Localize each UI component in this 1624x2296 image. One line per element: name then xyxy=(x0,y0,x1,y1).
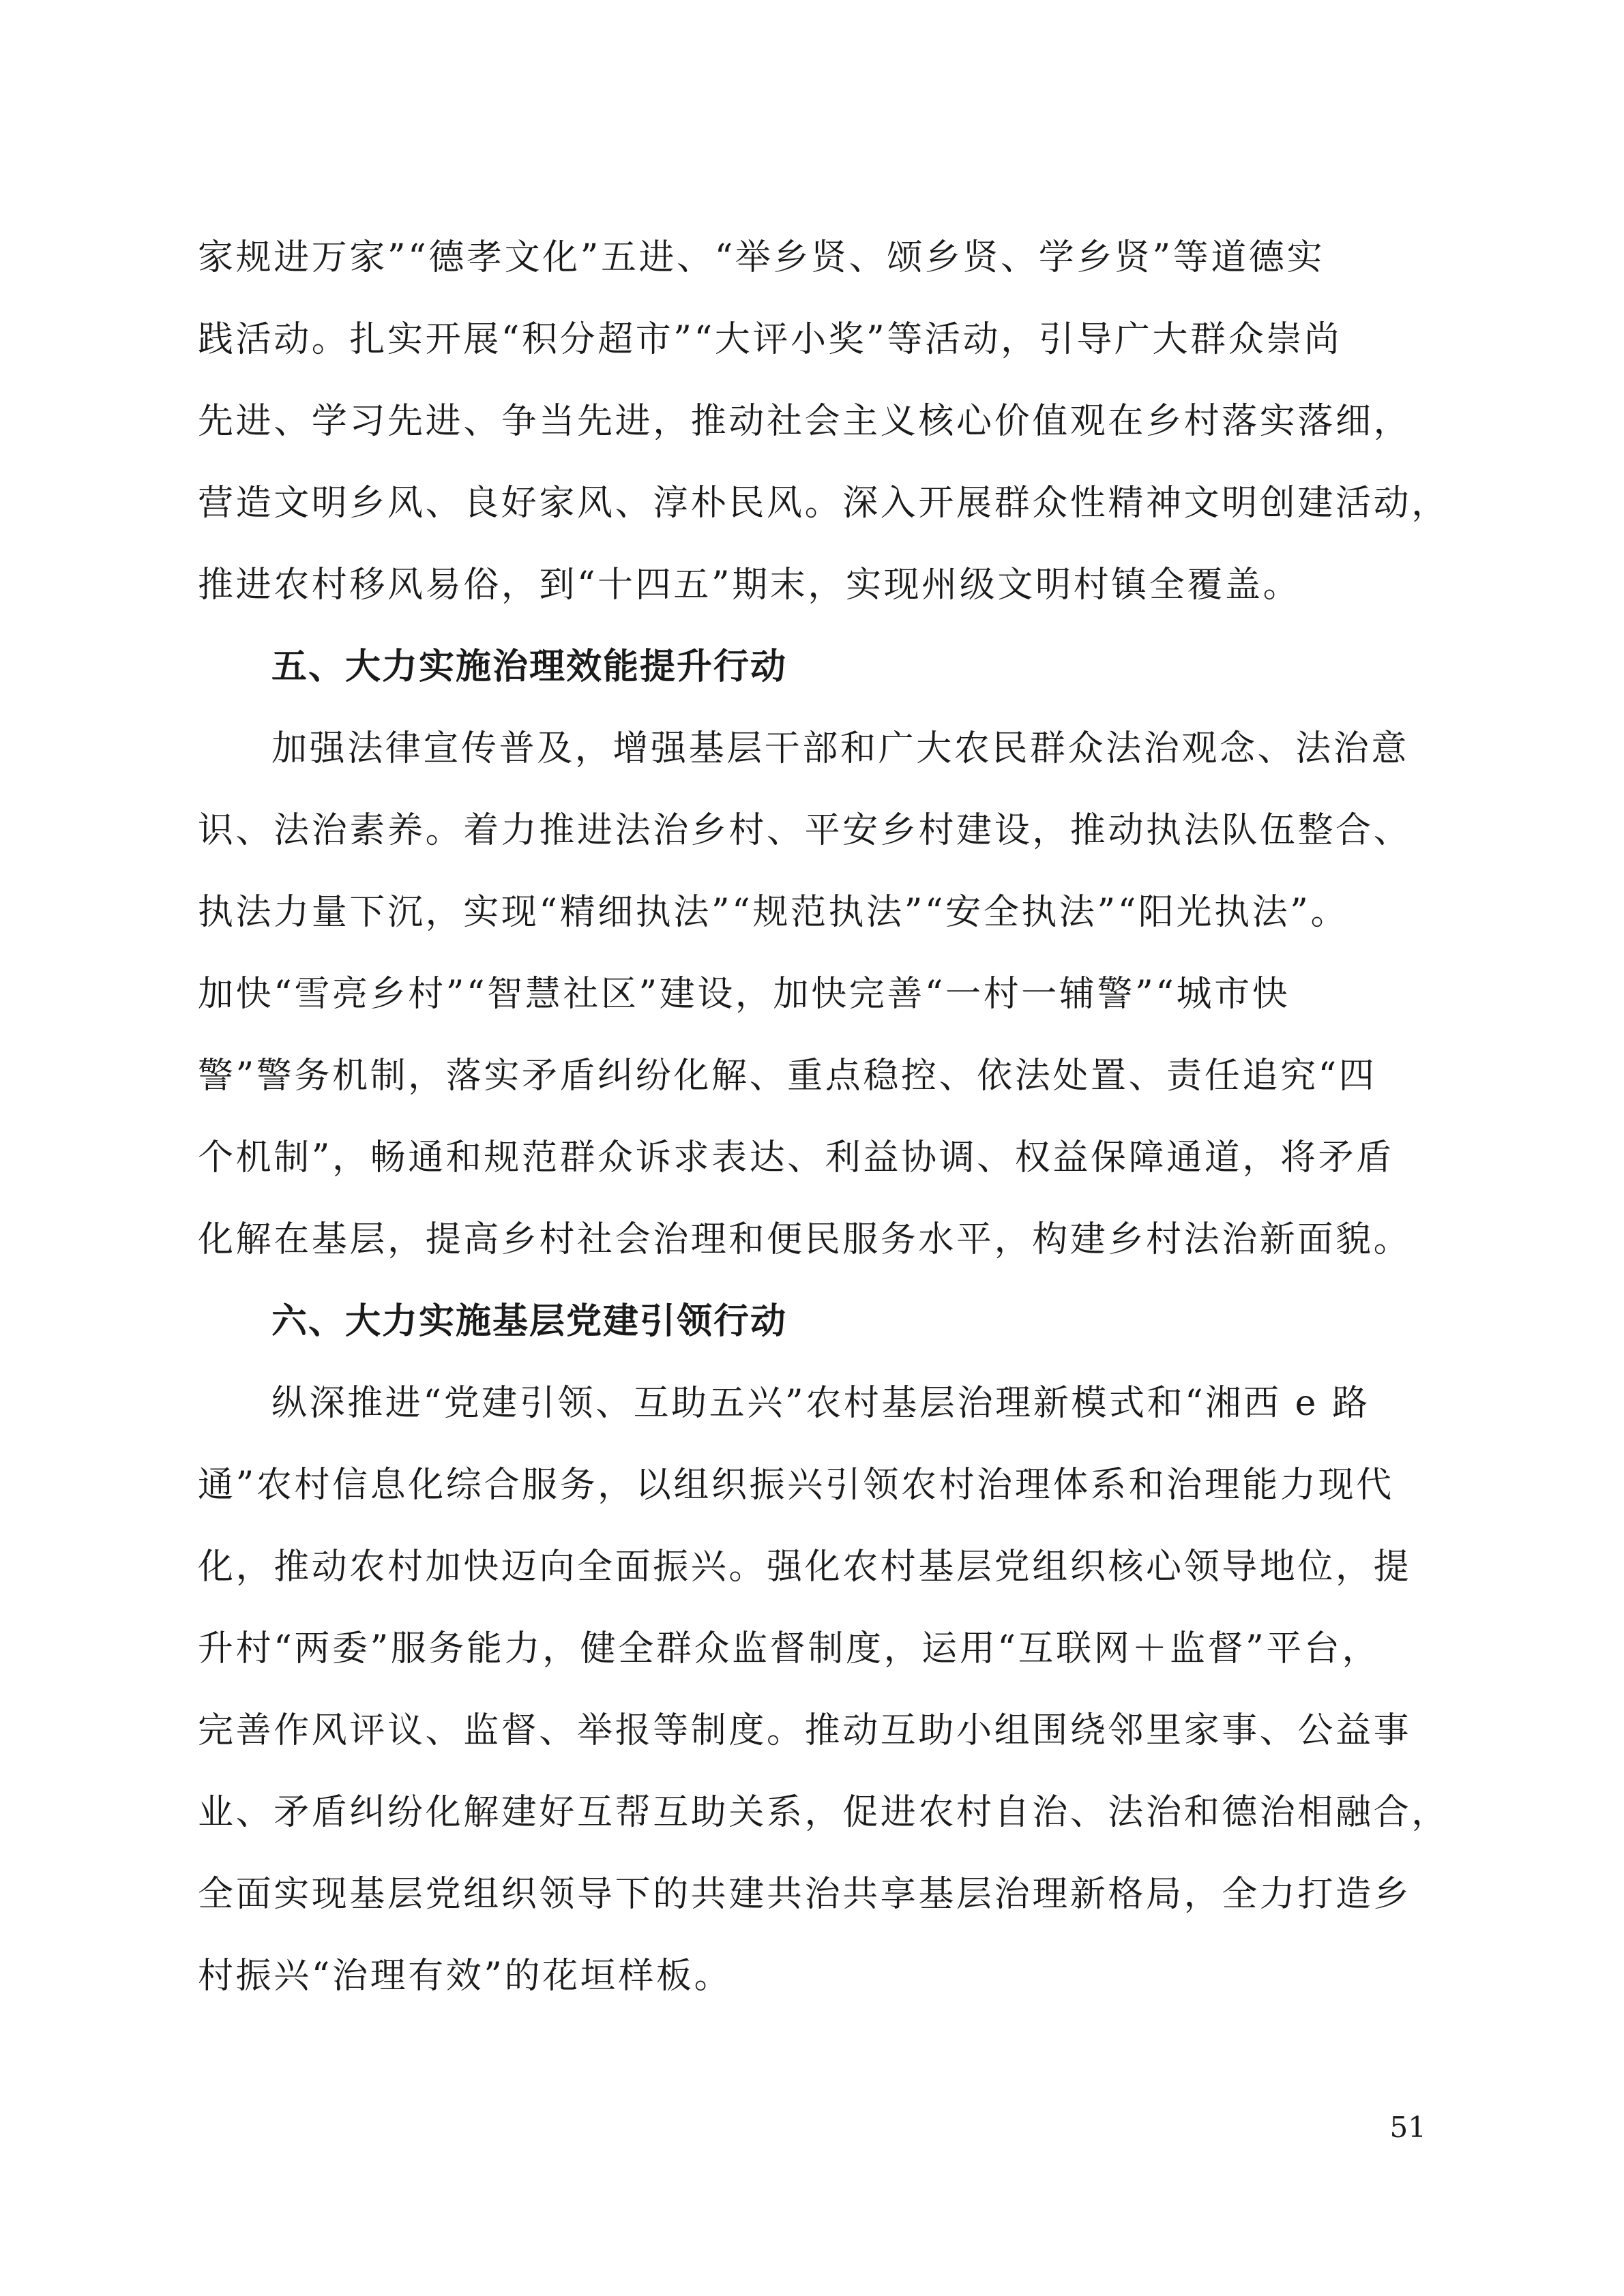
paragraph-line: 警”警务机制，落实矛盾纠纷化解、重点稳控、依法处置、责任追究“四 xyxy=(198,1056,1377,1097)
section-heading: 六、大力实施基层党建引领行动 xyxy=(271,1301,788,1342)
paragraph-line: 个机制”，畅通和规范群众诉求表达、利益协调、权益保障通道，将矛盾 xyxy=(198,1137,1394,1178)
paragraph-line: 推进农村移风易俗，到“十四五”期末，实现州级文明村镇全覆盖。 xyxy=(198,565,1301,606)
paragraph-line: 村振兴“治理有效”的花垣样板。 xyxy=(198,1956,733,1997)
paragraph-line: 化解在基层，提高乡村社会治理和便民服务水平，构建乡村法治新面貌。 xyxy=(198,1219,1412,1260)
document-body xyxy=(198,217,1449,2017)
paragraph-line: 业、矛盾纠纷化解建好互帮互助关系，促进农村自治、法治和德治相融合， xyxy=(198,1792,1449,1833)
section-heading: 五、大力实施治理效能提升行动 xyxy=(271,646,788,687)
paragraph-line: 加快“雪亮乡村”“智慧社区”建设，加快完善“一村一辅警”“城市快 xyxy=(198,974,1290,1015)
paragraph-line: 全面实现基层党组织领导下的共建共治共享基层治理新格局，全力打造乡 xyxy=(198,1874,1412,1915)
paragraph-line: 家规进万家”“德孝文化”五进、“举乡贤、颂乡贤、学乡贤”等道德实 xyxy=(198,237,1325,278)
paragraph-line: 先进、学习先进、争当先进，推动社会主义核心价值观在乡村落实落细， xyxy=(198,401,1412,442)
paragraph-line: 化，推动农村加快迈向全面振兴。强化农村基层党组织核心领导地位，提 xyxy=(198,1547,1412,1587)
paragraph-line: 完善作风评议、监督、举报等制度。推动互助小组围绕邻里家事、公益事 xyxy=(198,1710,1412,1751)
paragraph-line: 践活动。扎实开展“积分超市”“大评小奖”等活动，引导广大群众崇尚 xyxy=(198,319,1342,360)
paragraph-line: 加强法律宣传普及，增强基层干部和广大农民群众法治观念、法治意 xyxy=(271,728,1410,769)
page-number: 51 xyxy=(1389,2111,1426,2144)
paragraph-line: 通”农村信息化综合服务，以组织振兴引领农村治理体系和治理能力现代 xyxy=(198,1465,1394,1506)
paragraph-line: 营造文明乡风、良好家风、淳朴民风。深入开展群众性精神文明创建活动， xyxy=(198,483,1449,524)
paragraph-line: 升村“两委”服务能力，健全群众监督制度，运用“互联网＋监督”平台， xyxy=(198,1628,1381,1669)
paragraph-line: 识、法治素养。着力推进法治乡村、平安乡村建设，推动执法队伍整合、 xyxy=(198,810,1412,851)
paragraph-line: 纵深推进“党建引领、互助五兴”农村基层治理新模式和“湘西 e 路 xyxy=(271,1383,1370,1424)
paragraph-line: 执法力量下沉，实现“精细执法”“规范执法”“安全执法”“阳光执法”。 xyxy=(198,892,1349,933)
